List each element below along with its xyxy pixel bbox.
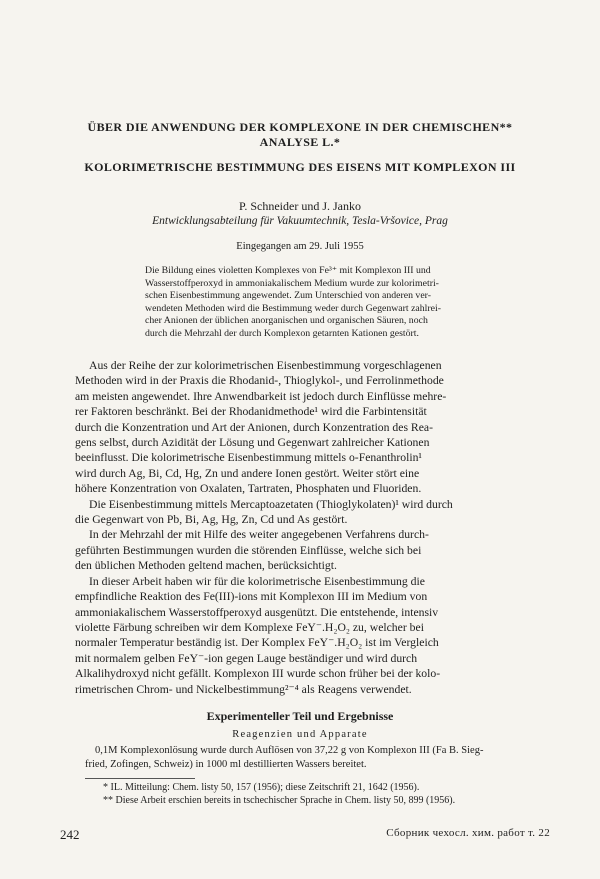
body-line: durch die Konzentration und Art der Anionen, durch Konzentration des Rea- (75, 420, 433, 434)
body-text (75, 358, 555, 697)
abstract-line: Die Bildung eines violetten Komplexes von Fe³⁺ mit Komplexon III und (145, 265, 431, 276)
body-line: geführten Bestimmungen wurden die störenden Einflüsse, welche sich bei (75, 543, 422, 557)
title-line-1: ÜBER DIE ANWENDUNG DER KOMPLEXONE IN DER CHEMISCHEN** (87, 120, 513, 134)
body-line: Methoden wird in der Praxis die Rhodanid-, Thioglykol-, und Ferrolinmethode (75, 374, 444, 388)
body-line: empfindliche Reaktion des Fe(III)-ions mit Komplexon III im Medium von (75, 590, 428, 604)
abstract-line: schen Eisenbestimmung angewendet. Zum Unterschied von anderen ver- (145, 290, 431, 302)
body-line: Alkalihydroxyd nicht gefällt. Komplexon III wurde schon früher bei der kolo- (75, 667, 441, 681)
abstract-line: Wasserstoffperoxyd in ammoniakalischem Medium wurde zur kolorimetri- (145, 277, 439, 289)
body-line: normaler Temperatur beständig ist. Der Komplex FeY⁻.H₂O₂ ist im Vergleich (75, 636, 439, 650)
page-number: 242 (60, 827, 80, 842)
body-line: beeinflusst. Die kolorimetrische Eisenbestimmung mittels o-Fenanthrolin¹ (75, 451, 422, 465)
body-line: den üblichen Methoden geltend machen, berücksichtigt. (75, 559, 337, 573)
body-line: ammoniakalischem Wasserstoffperoxyd ausgenützt. Die entstehende, intensiv (75, 605, 439, 619)
authors: P. Schneider und J. Janko (239, 199, 361, 213)
abstract-line: wendeten Methoden wird die Bestimmung weder durch Gegenwart zahlrei- (145, 302, 441, 314)
body-line: wird durch Ag, Bi, Cd, Hg, Zn und andere Ionen gestört. Weiter stört eine (75, 466, 420, 480)
body-line: Aus der Reihe der zur kolorimetrischen Eisenbestimmung vorgeschlagenen (89, 359, 442, 372)
body-line: In dieser Arbeit haben wir für die kolorimetrische Eisenbestimmung die (89, 574, 425, 588)
footnote: ** Diese Arbeit erschien bereits in tschechischer Sprache in Chem. listy 50, 899 (1956). (103, 795, 456, 806)
affiliation: Entwicklungsabteilung für Vakuumtechnik, Tesla-Vršovice, Prag (152, 215, 448, 227)
body-line: gens selbst, durch Azidität der Lösung und Gegenwart zahlreicher Kationen (75, 436, 430, 450)
abstract-line: durch die Mehrzahl der durch Komplexon getarnten Kationen gestört. (145, 327, 419, 339)
received-date: Eingegangen am 29. Juli 1955 (236, 241, 364, 252)
abstract-line: cher Anionen der üblichen anorganischen und organischen Säuren, noch (145, 315, 428, 327)
body-line: die Gegenwart von Pb, Bi, Ag, Hg, Zn, Cd und As gestört. (75, 513, 348, 527)
journal-name: Сборник чехосл. хим. работ т. 22 (386, 827, 550, 839)
experimental-line: fried, Zofingen, Schweiz) in 1000 ml destillierten Wassers bereitet. (85, 758, 367, 770)
section-heading: Experimenteller Teil und Ergebnisse (206, 709, 394, 723)
body-line: violette Färbung schreiben wir dem Komplexe FeY⁻.H₂O₂ zu, welcher bei (75, 620, 424, 634)
body-line: rer Faktoren beschränkt. Bei der Rhodanidmethode¹ wird die Farbintensität (75, 405, 427, 419)
footnote-divider (85, 778, 195, 779)
body-line: rimetrischen Chrom- und Nickelbestimmung²⁻⁴ als Reagens verwendet. (75, 682, 412, 696)
experimental-text (85, 744, 555, 771)
body-line: Die Eisenbestimmung mittels Mercaptoazetaten (Thioglykolaten)¹ wird durch (89, 497, 453, 511)
title-line-2: ANALYSE L.* (259, 135, 341, 149)
body-line: mit normalem gelben FeY⁻-ion gegen Lauge beständiger und wird durch (75, 651, 418, 665)
footnote: * IL. Mitteilung: Chem. listy 50, 157 (1956); diese Zeitschrift 21, 1642 (1956). (103, 782, 420, 793)
subtitle: KOLORIMETRISCHE BESTIMMUNG DES EISENS MIT KOMPLEXON III (84, 160, 516, 174)
footnotes (85, 781, 555, 807)
subsection-heading: Reagenzien und Apparate (232, 729, 368, 740)
body-line: am meisten angewendet. Ihre Anwendbarkeit ist jedoch durch Einflüsse mehre- (75, 389, 447, 403)
abstract (145, 265, 485, 341)
experimental-line: 0,1M Komplexonlösung wurde durch Auflösen von 37,22 g von Komplexon III (Fa B. Sieg- (95, 745, 484, 756)
body-line: höhere Konzentration von Oxalaten, Tartraten, Phosphaten und Fluoriden. (75, 482, 422, 496)
body-line: In der Mehrzahl der mit Hilfe des weiter angegebenen Verfahrens durch- (89, 528, 429, 542)
